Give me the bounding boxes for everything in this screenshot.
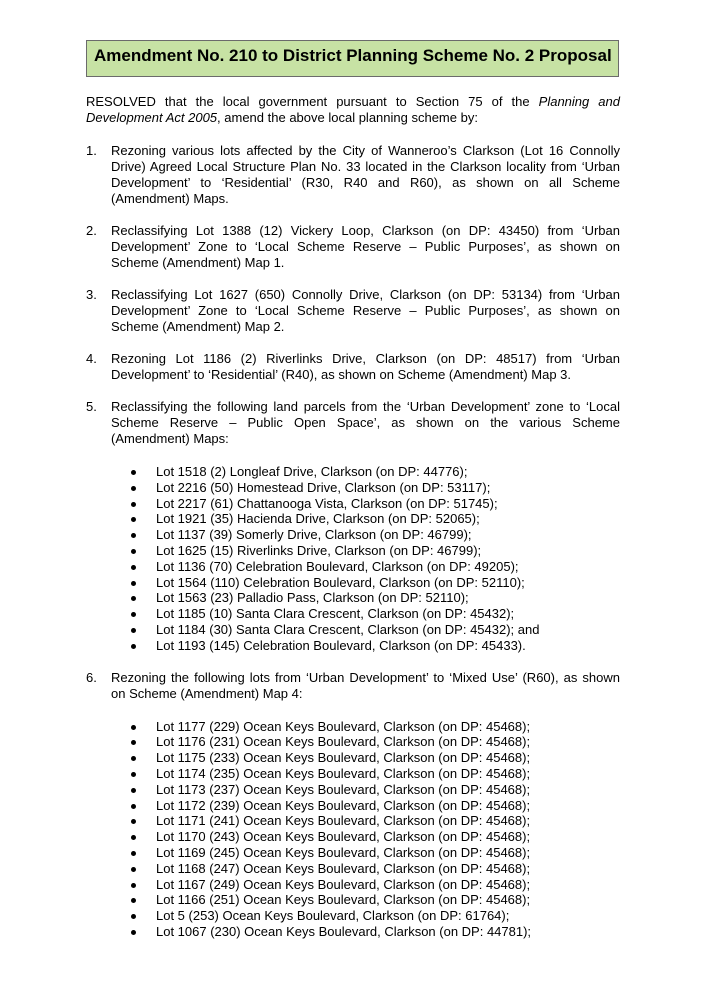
bullet-icon <box>131 486 136 491</box>
list-item <box>131 575 620 591</box>
list-item-text: Lot 1174 (235) Ocean Keys Boulevard, Clarkson (on DP: 45468); <box>156 765 531 781</box>
resolution-item <box>86 670 620 940</box>
list-item-text: Lot 1625 (15) Riverlinks Drive, Clarkson (on DP: 46799); <box>156 542 482 558</box>
list-item <box>131 861 620 877</box>
bullet-icon <box>131 756 136 761</box>
list-item <box>131 719 620 735</box>
list-item-text: Lot 1193 (145) Celebration Boulevard, Clarkson (on DP: 45433). <box>156 637 526 653</box>
list-item-text: Lot 1166 (251) Ocean Keys Boulevard, Clarkson (on DP: 45468); <box>156 892 531 908</box>
bullet-icon <box>131 565 136 570</box>
bullet-icon <box>131 740 136 745</box>
bullet-icon <box>131 851 136 856</box>
bullet-icon <box>131 772 136 777</box>
list-item-text: Lot 1177 (229) Ocean Keys Boulevard, Clarkson (on DP: 45468); <box>156 718 531 734</box>
list-item-text: Lot 1921 (35) Hacienda Drive, Clarkson (on DP: 52065); <box>156 511 480 527</box>
bullet-icon <box>131 644 136 649</box>
bullet-icon <box>131 788 136 793</box>
list-item-text: Lot 2216 (50) Homestead Drive, Clarkson (on DP: 53117); <box>156 479 491 495</box>
list-item <box>131 559 620 575</box>
bullet-icon <box>131 898 136 903</box>
item-text: Rezoning Lot 1186 (2) Riverlinks Drive, Clarkson (on DP: 48517) from ‘Urban Development’ to ‘Residential’ (R40), as shown on Scheme (Amendment) Map 3. <box>111 351 620 382</box>
item-number: 6. <box>86 669 97 685</box>
item-text: Reclassifying Lot 1627 (650) Connolly Drive, Clarkson (on DP: 53134) from ‘Urban Development’ Zone to ‘Local Scheme Reserve – Public Purposes’, as shown on Scheme (Amendment) Map 2. <box>111 287 620 334</box>
item-text: Reclassifying the following land parcels from the ‘Urban Development’ zone to ‘Local Scheme Reserve – Public Open Space’, as shown on the various Scheme (Amendment) Maps: <box>111 399 620 446</box>
bullet-icon <box>131 470 136 475</box>
act-name: Planning and Development Act 2005 <box>86 94 620 125</box>
list-item <box>131 734 620 750</box>
bullet-icon <box>131 596 136 601</box>
resolution-list <box>86 143 620 940</box>
bullet-icon <box>131 835 136 840</box>
bullet-icon <box>131 867 136 872</box>
resolution-item <box>86 399 620 654</box>
list-item <box>131 590 620 606</box>
resolution-item <box>86 287 620 335</box>
list-item-text: Lot 1169 (245) Ocean Keys Boulevard, Clarkson (on DP: 45468); <box>156 844 531 860</box>
bullet-icon <box>131 502 136 507</box>
list-item <box>131 606 620 622</box>
list-item-text: Lot 1175 (233) Ocean Keys Boulevard, Clarkson (on DP: 45468); <box>156 750 531 766</box>
list-item-text: Lot 1136 (70) Celebration Boulevard, Clarkson (on DP: 49205); <box>156 558 519 574</box>
list-item <box>131 622 620 638</box>
item-number: 3. <box>86 287 97 302</box>
title-box <box>86 40 619 77</box>
list-item-text: Lot 1172 (239) Ocean Keys Boulevard, Clarkson (on DP: 45468); <box>156 797 531 813</box>
item-text: Rezoning various lots affected by the City of Wanneroo’s Clarkson (Lot 16 Connolly Drive) Agreed Local Structure Plan No. 33 located in the Clarkson locality from ‘Urban Development’ to ‘Residential’ (R30, R40 and R60), as shown on all Scheme (Amendment) Maps. <box>111 143 620 206</box>
list-item <box>131 750 620 766</box>
list-item <box>131 638 620 654</box>
resolution-item <box>86 223 620 271</box>
list-item <box>131 496 620 512</box>
list-item <box>131 798 620 814</box>
list-item <box>131 813 620 829</box>
list-item-text: Lot 5 (253) Ocean Keys Boulevard, Clarkson (on DP: 61764); <box>156 908 510 924</box>
list-item-text: Lot 1137 (39) Somerly Drive, Clarkson (on DP: 46799); <box>156 527 472 543</box>
list-item-text: Lot 1167 (249) Ocean Keys Boulevard, Clarkson (on DP: 45468); <box>156 876 531 892</box>
list-item <box>131 877 620 893</box>
list-item <box>131 782 620 798</box>
item-number: 1. <box>86 143 97 158</box>
item-number: 5. <box>86 399 97 414</box>
list-item <box>131 845 620 861</box>
lot-list <box>111 719 620 940</box>
bullet-icon <box>131 549 136 554</box>
bullet-icon <box>131 517 136 522</box>
item-number: 2. <box>86 223 97 238</box>
page-title: Amendment No. 210 to District Planning Scheme No. 2 Proposal <box>94 46 612 65</box>
item-text: Reclassifying Lot 1388 (12) Vickery Loop, Clarkson (on DP: 43450) from ‘Urban Development’ Zone to ‘Local Scheme Reserve – Public Purposes’, as shown on Scheme (Amendment) Map 1. <box>111 223 620 270</box>
intro-paragraph <box>86 94 620 126</box>
list-item <box>131 908 620 924</box>
list-item-text: Lot 1518 (2) Longleaf Drive, Clarkson (on DP: 44776); <box>156 464 468 479</box>
bullet-icon <box>131 883 136 888</box>
intro-text-after: , amend the above local planning scheme by: <box>217 110 478 125</box>
list-item <box>131 892 620 908</box>
list-item <box>131 480 620 496</box>
resolution-item <box>86 351 620 383</box>
bullet-icon <box>131 581 136 586</box>
bullet-icon <box>131 804 136 809</box>
bullet-icon <box>131 628 136 633</box>
intro-text-before: RESOLVED that the local government pursuant to Section 75 of the <box>86 94 539 109</box>
list-item <box>131 511 620 527</box>
list-item-text: Lot 1173 (237) Ocean Keys Boulevard, Clarkson (on DP: 45468); <box>156 781 531 797</box>
item-text: Rezoning the following lots from ‘Urban Development’ to ‘Mixed Use’ (R60), as shown on Scheme (Amendment) Map 4: <box>111 669 620 701</box>
document-body <box>86 94 620 956</box>
list-item <box>131 924 620 940</box>
list-item-text: Lot 1564 (110) Celebration Boulevard, Clarkson (on DP: 52110); <box>156 574 525 590</box>
list-item-text: Lot 1067 (230) Ocean Keys Boulevard, Clarkson (on DP: 44781); <box>156 923 532 939</box>
list-item <box>131 464 620 480</box>
list-item <box>131 829 620 845</box>
bullet-icon <box>131 612 136 617</box>
list-item-text: Lot 2217 (61) Chattanooga Vista, Clarkson (on DP: 51745); <box>156 495 498 511</box>
bullet-icon <box>131 533 136 538</box>
list-item-text: Lot 1184 (30) Santa Clara Crescent, Clarkson (on DP: 45432); and <box>156 621 540 637</box>
bullet-icon <box>131 930 136 935</box>
list-item <box>131 527 620 543</box>
bullet-icon <box>131 819 136 824</box>
list-item <box>131 543 620 559</box>
bullet-icon <box>131 725 136 730</box>
list-item <box>131 766 620 782</box>
lot-list <box>111 464 620 654</box>
list-item-text: Lot 1170 (243) Ocean Keys Boulevard, Clarkson (on DP: 45468); <box>156 829 531 845</box>
bullet-icon <box>131 914 136 919</box>
list-item-text: Lot 1168 (247) Ocean Keys Boulevard, Clarkson (on DP: 45468); <box>156 860 531 876</box>
list-item-text: Lot 1563 (23) Palladio Pass, Clarkson (on DP: 52110); <box>156 590 469 606</box>
list-item-text: Lot 1185 (10) Santa Clara Crescent, Clarkson (on DP: 45432); <box>156 606 515 622</box>
item-number: 4. <box>86 351 97 366</box>
list-item-text: Lot 1176 (231) Ocean Keys Boulevard, Clarkson (on DP: 45468); <box>156 734 531 750</box>
list-item-text: Lot 1171 (241) Ocean Keys Boulevard, Clarkson (on DP: 45468); <box>156 813 531 829</box>
resolution-item <box>86 143 620 207</box>
